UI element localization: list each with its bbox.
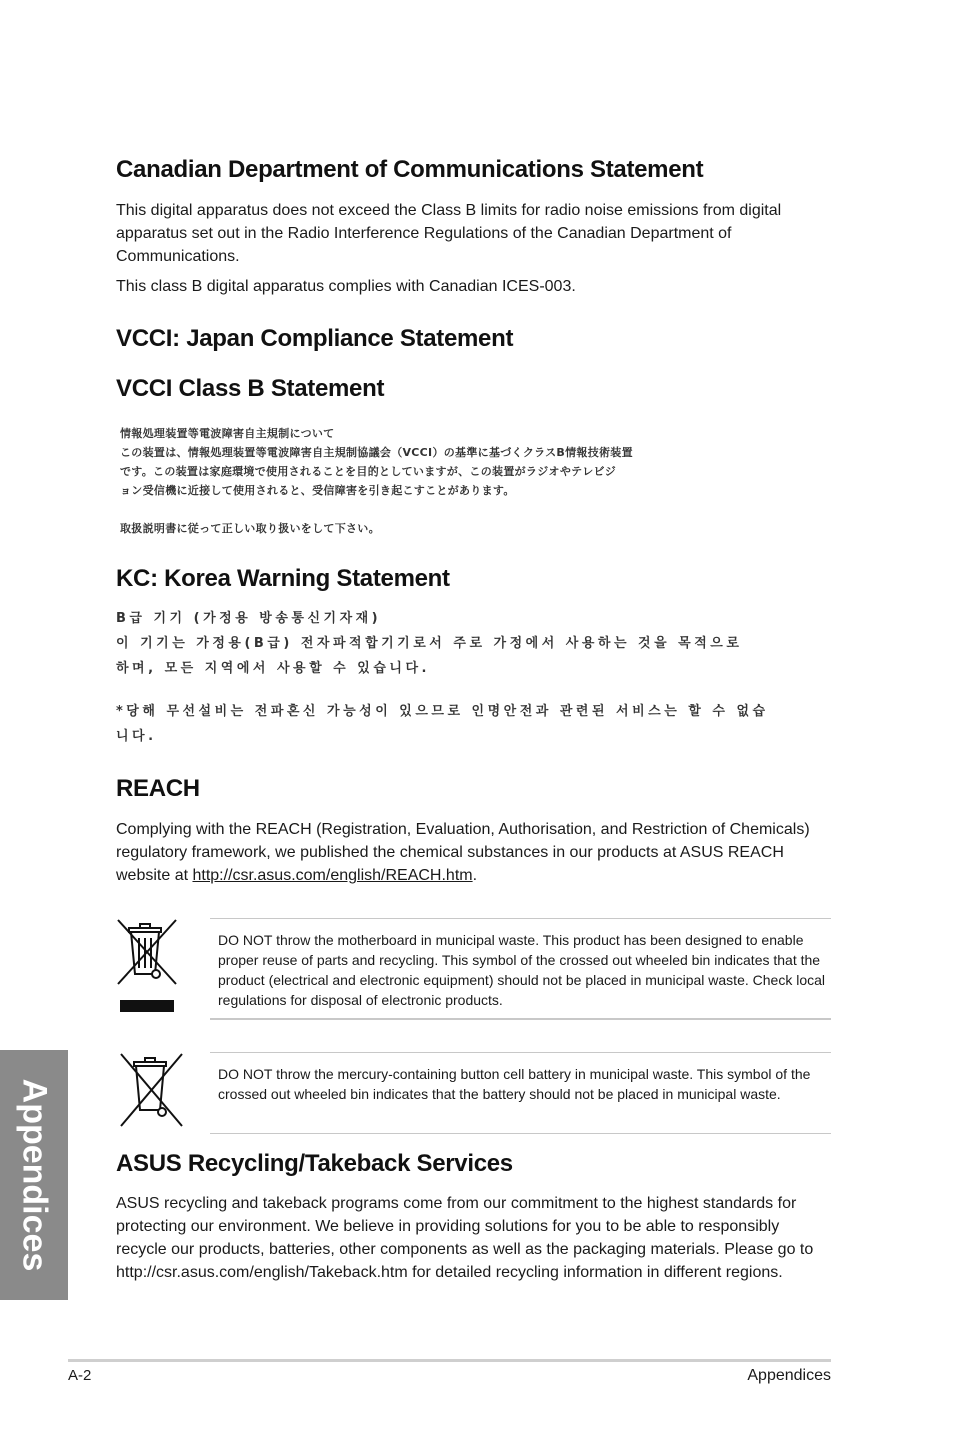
appendices-side-tab [0,1050,68,1300]
weee-notice-text: DO NOT throw the motherboard in municipal waste. This product has been designed to enable proper reuse of parts and recycling. This symbol of the crossed out wheeled bin indicates that the product (electrical and electronic equipment) should not be placed in municipal waste. Check local regulations for disposal of electronic products. [218,932,825,1008]
footer-divider [68,1359,831,1362]
canadian-paragraph-2: This class B digital apparatus complies with Canadian ICES-003. [116,278,576,295]
jp-line: です。この装置は家庭環境で使用されることを目的としていますが、この装置がラジオやテレビジ [120,465,617,478]
recycling-paragraph: ASUS recycling and takeback programs come from our commitment to the highest standards for protecting our environment. We believe in providing solutions for you to be able to responsibly recycle our products, batteries, other components as well as the packaging materials. Please go to http://csr.asus.com/english/Takeback.htm for detailed recycling information in different regions. [116,1195,814,1281]
kr-line: 이 기기는 가정용(B급) 전자파적합기기로서 주로 가정에서 사용하는 것을 목적으로 [116,636,743,651]
reach-heading: REACH [116,775,200,802]
kr-line: B급 기기 (가정용 방송통신기자재) [116,611,382,626]
vcci-class-b-heading: VCCI Class B Statement [116,375,385,402]
notice-rule-bottom [210,1018,831,1020]
reach-paragraph [116,818,832,887]
page-number: A-2 [68,1367,92,1384]
vcci-japanese-statement [120,424,720,538]
footer-section-label: Appendices [747,1367,831,1384]
notice-rule-top [210,918,831,919]
reach-text: Complying with the REACH (Registration, Evaluation, Authorisation, and Restriction of Chemicals) regulatory framework, we published the chemical substances in our products at ASUS REACH website at [116,821,810,884]
jp-line: ョン受信機に近接して使用されると、受信障害を引き起こすことがあります。 [120,484,515,497]
korea-statement [116,606,826,749]
recycling-heading: ASUS Recycling/Takeback Services [116,1150,513,1177]
jp-line: 情報処理装置等電波障害自主規制について [120,427,335,440]
battery-notice [116,1052,831,1134]
battery-notice-text: DO NOT throw the mercury-containing button cell battery in municipal waste. This symbol of the crossed out wheeled bin indicates that the battery should not be placed in municipal waste. [218,1066,811,1102]
reach-link[interactable]: http://csr.asus.com/english/REACH.htm [192,867,473,884]
weee-notice [116,918,831,1020]
canadian-paragraph-1: This digital apparatus does not exceed the Class B limits for radio noise emissions from digital apparatus set out in the Radio Interference Regulations of the Canadian Department of Communications. [116,202,782,265]
jp-line: この装置は、情報処理装置等電波障害自主規制協議会（VCCI）の基準に基づくクラスB情報技術装置 [120,446,633,459]
side-tab-label: Appendices [15,1078,54,1272]
kr-line: 하며, 모든 지역에서 사용할 수 있습니다. [116,661,430,676]
crossed-bin-icon [116,918,178,1019]
notice-rule-bottom [210,1133,831,1134]
kr-line: 니다. [116,729,157,744]
canadian-heading: Canadian Department of Communications Statement [116,156,704,183]
kr-line: *당해 무선설비는 전파혼신 가능성이 있으므로 인명안전과 관련된 서비스는 할 수 없습 [116,704,769,719]
jp-line: 取扱説明書に従って正しい取り扱いをして下さい。 [120,522,380,535]
korea-heading: KC: Korea Warning Statement [116,565,450,592]
vcci-heading: VCCI: Japan Compliance Statement [116,325,514,352]
crossed-bin-icon [116,1052,186,1135]
reach-text-end: . [472,867,478,884]
notice-rule-top [210,1052,831,1053]
